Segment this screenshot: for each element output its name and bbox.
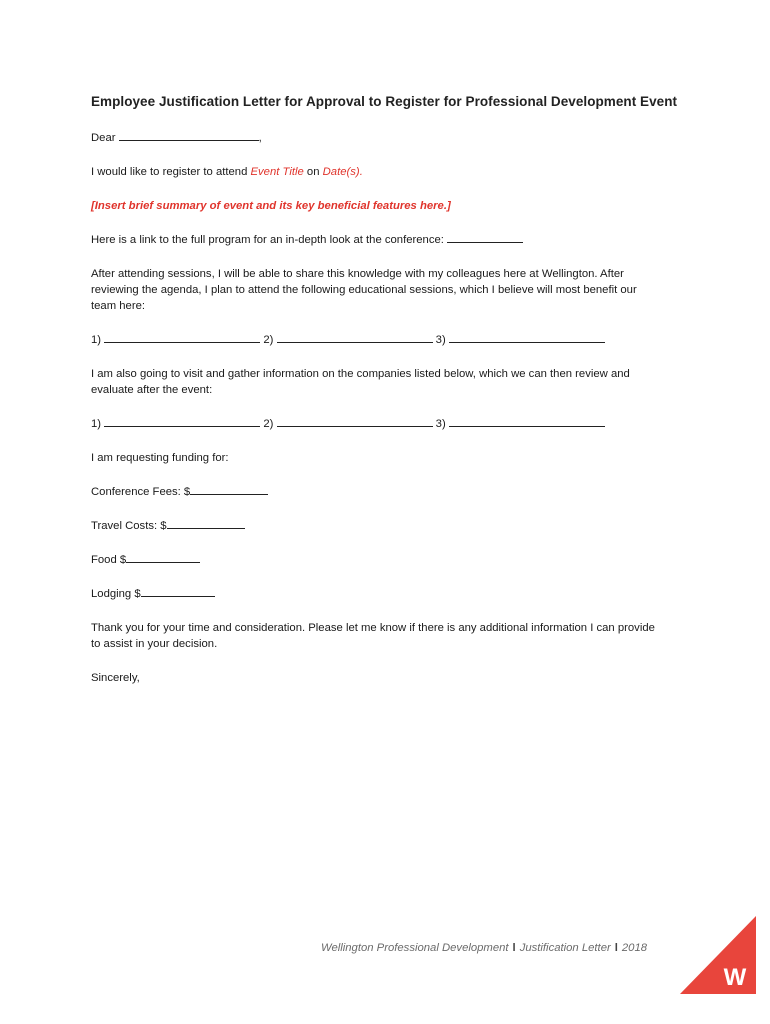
footer-separator: l	[512, 942, 516, 954]
session-1-label: 1)	[91, 334, 102, 346]
after-sessions-line-2: reviewing the agenda, I plan to attend the following educational sessions, which I believe will most benefit our	[91, 284, 637, 296]
funding-heading: I am requesting funding for:	[91, 452, 229, 464]
after-sessions-line-3: team here:	[91, 300, 146, 312]
after-sessions-line-1: After attending sessions, I will be able to share this knowledge with my colleagues here at Wellington. After	[91, 268, 624, 280]
document-title: Employee Justification Letter for Approval to Register for Professional Development Event	[91, 94, 678, 109]
summary-placeholder: [Insert brief summary of event and its key beneficial features here.]	[91, 200, 451, 212]
visit-line-1: I am also going to visit and gather information on the companies listed below, which we can then review and	[91, 368, 630, 380]
food-label: Food $	[91, 554, 127, 566]
company-2-label: 2)	[263, 418, 274, 430]
lodging-label: Lodging $	[91, 588, 141, 600]
dear-comma: ,	[258, 132, 262, 144]
thanks-line-1: Thank you for your time and consideration. Please let me know if there is any additional information I can provide	[91, 622, 655, 634]
dear-label: Dear	[91, 132, 116, 144]
sign-off: Sincerely,	[91, 672, 140, 684]
company-3-label: 3)	[435, 418, 446, 430]
register-text: I would like to register to attend	[91, 166, 248, 178]
session-2-label: 2)	[263, 334, 274, 346]
dates-placeholder: Date(s)	[322, 166, 360, 178]
session-3-label: 3)	[435, 334, 446, 346]
link-text: Here is a link to the full program for an in-depth look at the conference:	[91, 234, 444, 246]
footer-separator: l	[614, 942, 618, 954]
visit-line-2: evaluate after the event:	[91, 384, 213, 396]
register-period: .	[359, 166, 363, 178]
footer-year: 2018	[621, 942, 648, 954]
footer-org: Wellington Professional Development	[321, 942, 509, 954]
footer-doc-name: Justification Letter	[519, 942, 611, 954]
travel-costs-label: Travel Costs: $	[91, 520, 167, 532]
thanks-line-2: to assist in your decision.	[91, 638, 218, 650]
logo-letter: W	[723, 964, 747, 991]
event-title-placeholder: Event Title	[250, 166, 304, 178]
conference-fees-label: Conference Fees: $	[91, 486, 191, 498]
company-1-label: 1)	[91, 418, 102, 430]
register-on-text: on	[306, 166, 320, 178]
